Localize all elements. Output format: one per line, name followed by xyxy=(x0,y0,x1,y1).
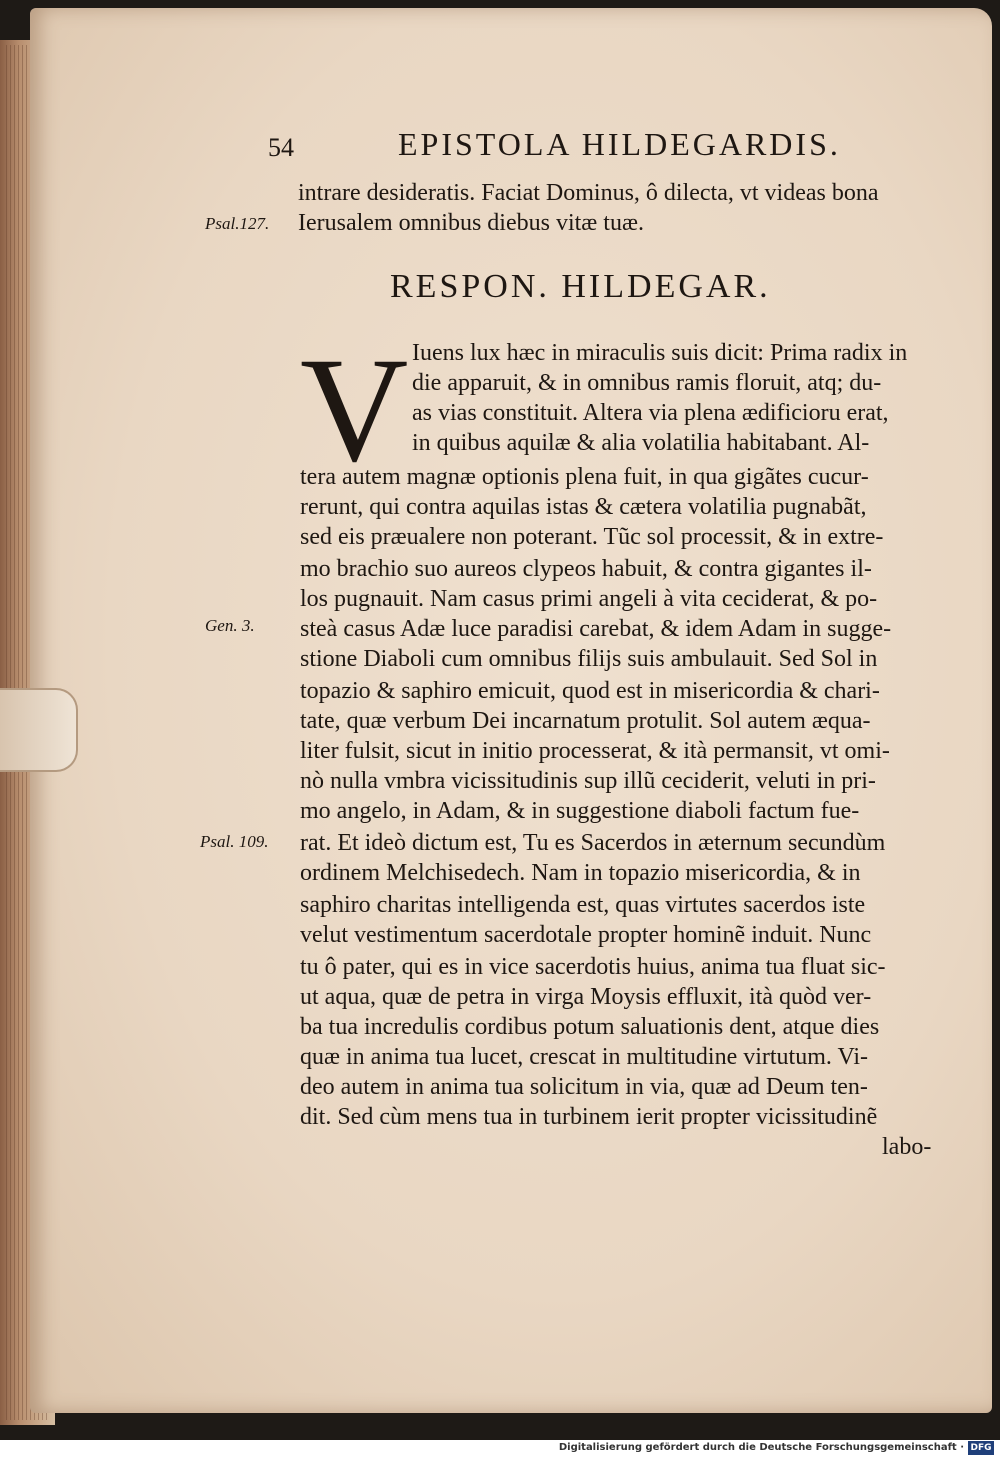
body-line: rerunt, qui contra aquilas istas & cætera volatilia pugnabãt, xyxy=(300,494,867,520)
bookmark-tab xyxy=(0,688,78,772)
body-line: ut aqua, quæ de petra in virga Moysis effluxit, ità quòd ver- xyxy=(300,984,872,1010)
body-line: tu ô pater, qui es in vice sacerdotis huius, anima tua fluat sic- xyxy=(300,954,886,980)
body-line: saphiro charitas intelligenda est, quas virtutes sacerdos iste xyxy=(300,892,866,918)
body-line: sed eis præualere non poterant. Tũc sol processit, & in extre- xyxy=(300,524,884,550)
body-line: as vias constituit. Altera via plena ædificioru erat, xyxy=(412,400,889,426)
body-line: nò nulla vmbra vicissitudinis sup illũ ceciderit, veluti in pri- xyxy=(300,768,876,794)
body-line: quæ in anima tua lucet, crescat in multitudine virtutum. Vi- xyxy=(300,1044,868,1070)
dfg-credit: Digitalisierung gefördert durch die Deutsche Forschungsgemeinschaft · xyxy=(558,1442,964,1453)
body-line: deo autem in anima tua solicitum in via, quæ ad Deum ten- xyxy=(300,1074,868,1100)
body-line: in quibus aquilæ & alia volatilia habitabant. Al- xyxy=(412,430,870,456)
preceding-line-1: intrare desideratis. Faciat Dominus, ô dilecta, vt videas bona xyxy=(298,180,879,206)
body-line: ba tua incredulis cordibus potum saluationis dent, atque dies xyxy=(300,1014,880,1040)
body-line: velut vestimentum sacerdotale propter hominẽ induit. Nunc xyxy=(300,922,872,948)
section-heading: RESPON. HILDEGAR. xyxy=(390,268,771,305)
body-line: tate, quæ verbum Dei incarnatum protulit. Sol autem æqua- xyxy=(300,708,871,734)
body-line: ordinem Melchisedech. Nam in topazio misericordia, & in xyxy=(300,860,861,886)
body-line: stione Diaboli cum omnibus filijs suis ambulauit. Sed Sol in xyxy=(300,646,878,672)
dfg-logo: DFG xyxy=(968,1441,994,1455)
body-line: mo angelo, in Adam, & in suggestione diaboli factum fue- xyxy=(300,798,860,824)
body-line: Iuens lux hæc in miraculis suis dicit: Prima radix in xyxy=(412,340,908,366)
drop-cap: V xyxy=(300,327,409,493)
running-title: EPISTOLA HILDEGARDIS. xyxy=(398,126,841,162)
body-line: tera autem magnæ optionis plena fuit, in qua gigãtes cucur- xyxy=(300,464,869,490)
preceding-line-2: Ierusalem omnibus diebus vitæ tuæ. xyxy=(298,210,644,236)
margin-note-gen3: Gen. 3. xyxy=(205,616,255,635)
body-line: rat. Et ideò dictum est, Tu es Sacerdos in æternum secundùm xyxy=(300,830,886,856)
margin-note-psal109: Psal. 109. xyxy=(200,832,269,851)
body-line: die apparuit, & in omnibus ramis floruit, atq; du- xyxy=(412,370,882,396)
page-number: 54 xyxy=(268,133,294,162)
body-line: liter fulsit, sicut in initio processerat, & ità permansit, vt omi- xyxy=(300,738,890,764)
body-line: topazio & saphiro emicuit, quod est in misericordia & chari- xyxy=(300,678,880,704)
body-line: los pugnauit. Nam casus primi angeli à vita ceciderat, & po- xyxy=(300,586,878,612)
catchword: labo- xyxy=(882,1134,932,1160)
body-line: dit. Sed cùm mens tua in turbinem ierit propter vicissitudinẽ xyxy=(300,1104,878,1130)
body-line: mo brachio suo aureos clypeos habuit, & contra gigantes il- xyxy=(300,556,872,582)
body-line: steà casus Adæ luce paradisi carebat, & idem Adam in sugge- xyxy=(300,616,892,642)
margin-note-psal127: Psal.127. xyxy=(205,214,270,233)
